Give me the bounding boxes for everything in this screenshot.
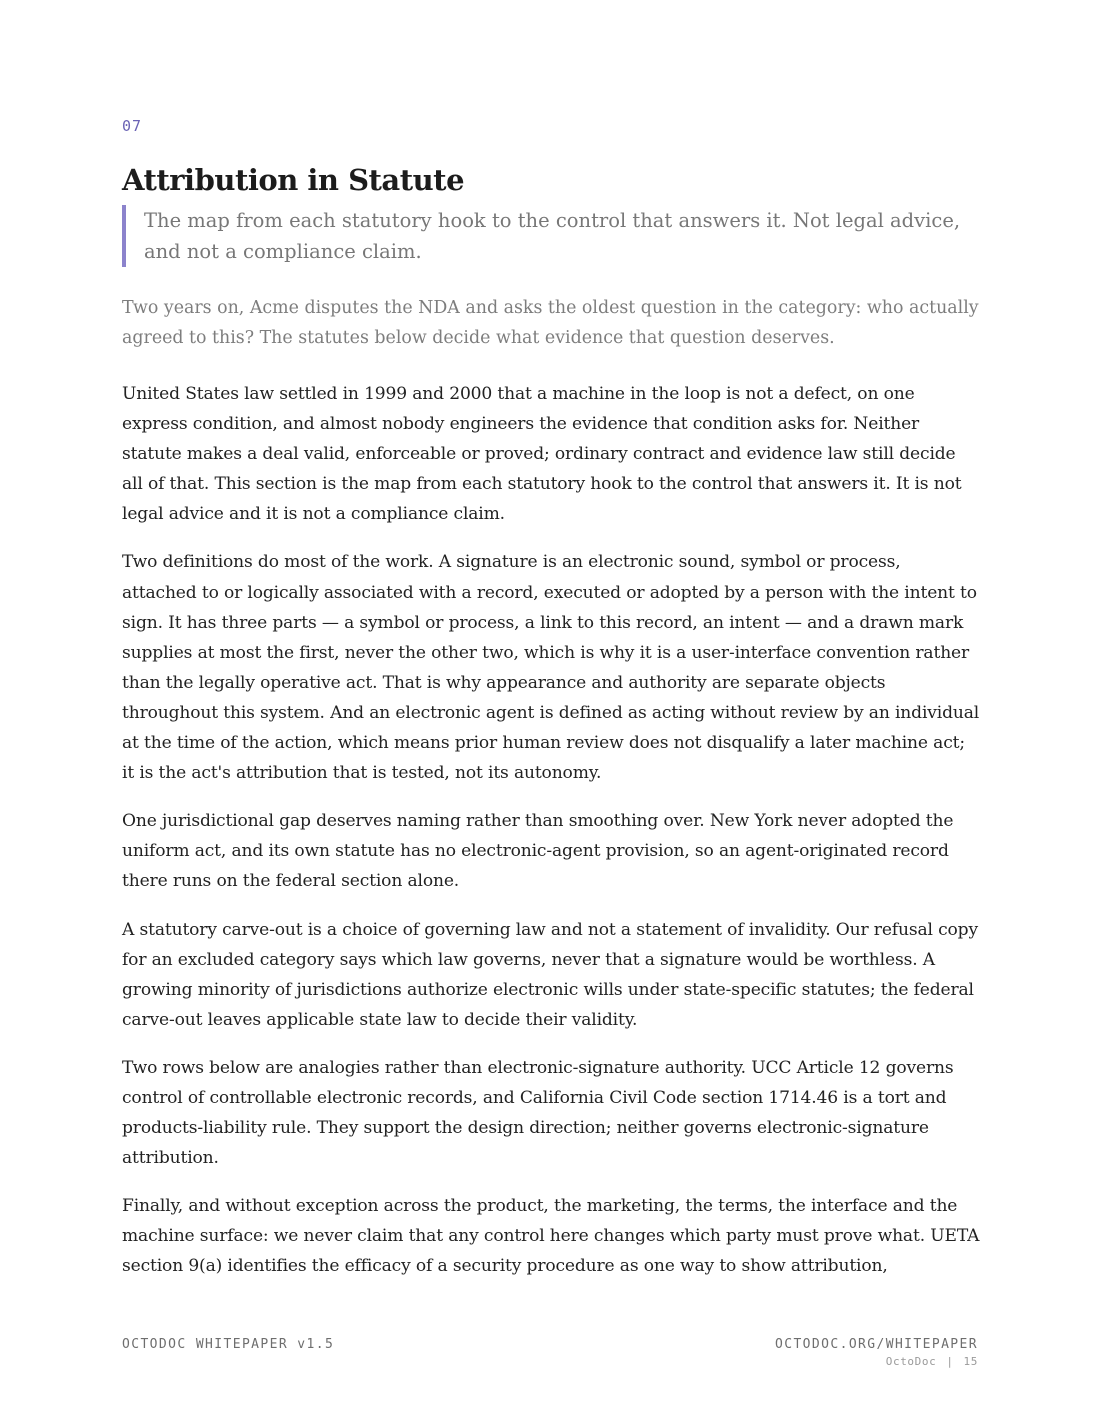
footer-right (775, 1337, 978, 1368)
pullquote: The map from each statutory hook to the control that answers it. Not legal advice, and not a compliance claim. (122, 205, 980, 267)
section-title: Attribution in Statute (122, 163, 465, 197)
body-paragraph: United States law settled in 1999 and 2000 that a machine in the loop is not a defect, on one express condition, and almost nobody engineers the evidence that condition asks for. Neither statute makes a deal valid, enforceable or proved; ordinary contract and evidence law still decide all of that. This section is the map from each statutory hook to the control that answers it. It is not legal advice and it is not a compliance claim. (122, 384, 962, 525)
footer-url: OCTODOC.ORG/WHITEPAPER (775, 1337, 978, 1352)
body-paragraph: Finally, and without exception across the product, the marketing, the terms, the interface and the machine surface: we never claim that any control here changes which party must prove what. UETA section 9(a) identifies the efficacy of a security procedure as one way to show attribution, (122, 1196, 980, 1277)
body-paragraph: Two definitions do most of the work. A signature is an electronic sound, symbol or process, attached to or logically associated with a record, executed or adopted by a person with the intent to sign. It has three parts — a symbol or process, a link to this record, an intent — and a drawn mark supplies at most the first, never the other two, which is why it is a user-interface convention rather than the legally operative act. That is why appearance and authority are separate objects throughout this system. And an electronic agent is defined as acting without review by an individual at the time of the action, which means prior human review does not disqualify a later machine act; it is the act's attribution that is tested, not its autonomy. (122, 552, 980, 784)
page-number: 15 (963, 1355, 978, 1368)
body-paragraph: A statutory carve-out is a choice of governing law and not a statement of invalidity. Our refusal copy for an excluded category says which law governs, never that a signature would be worthless. A growing minority of jurisdictions authorize electronic wills under state-specific statutes; the federal carve-out leaves applicable state law to decide their validity. (122, 919, 978, 1030)
footer-separator: | (946, 1355, 954, 1368)
footer-brand: OctoDoc (885, 1355, 937, 1368)
lede-paragraph: Two years on, Acme disputes the NDA and asks the oldest question in the category: who actually agreed to this? The statutes below decide what evidence that question deserves. (122, 298, 979, 348)
footer-document-label: OCTODOC WHITEPAPER v1.5 (122, 1337, 335, 1352)
footer-meta (775, 1355, 978, 1368)
body-paragraph: One jurisdictional gap deserves naming rather than smoothing over. New York never adopted the uniform act, and its own statute has no electronic-agent provision, so an agent-originated record there runs on the federal section alone. (122, 811, 954, 892)
body-paragraph: Two rows below are analogies rather than electronic-signature authority. UCC Article 12 governs control of controllable electronic records, and California Civil Code section 1714.46 is a tort and products-liability rule. They support the design direction; neither governs electronic-signature attribution. (122, 1057, 954, 1169)
body-text (122, 379, 980, 1300)
section-number: 07 (122, 117, 143, 135)
